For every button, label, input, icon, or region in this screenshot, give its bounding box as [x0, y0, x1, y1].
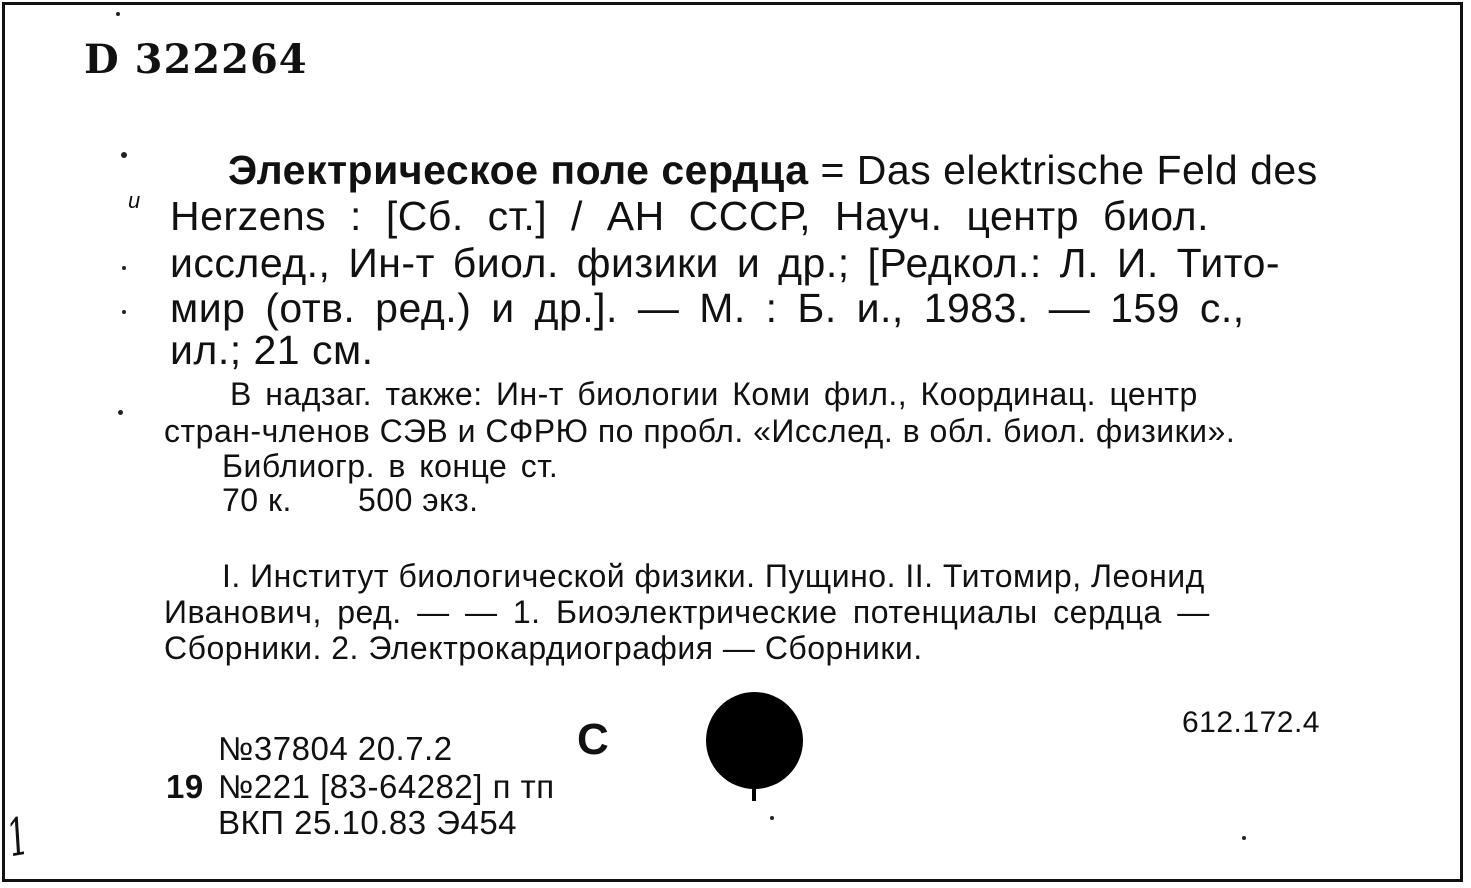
imprint-line-1: №37804 20.7.2 — [218, 730, 453, 767]
speck — [122, 310, 126, 314]
entry-title: Электрическое поле сердца — [228, 147, 809, 193]
imprint-year-prefix: 19 — [166, 768, 204, 805]
entry-parallel-title: = Das elektrische Feld des — [820, 147, 1318, 193]
tracing-line-2: Иванович, ред. — — 1. Биоэлектрические потенциалы сердца — — [164, 594, 1210, 630]
margin-scribble: и — [128, 188, 141, 213]
punch-dot-tail — [752, 785, 756, 801]
imprint-line-2: №221 [83-64282] п тп — [218, 768, 555, 805]
udc-number: 612.172.4 — [1182, 706, 1320, 739]
accession-number: D 322264 — [84, 36, 308, 83]
tracing-line-1: I. Институт биологической физики. Пущино. II. Титомир, Леонид — [222, 558, 1205, 594]
punch-dot — [706, 692, 803, 789]
speck — [770, 816, 774, 820]
entry-line-3: исслед., Ин-т биол. физики и др.; [Редкол.: Л. И. Тито- — [170, 240, 1281, 286]
pencil-mark: 1 — [5, 806, 30, 870]
speck — [1242, 836, 1246, 840]
entry-line-5: ил.; 21 см. — [170, 327, 374, 373]
entry-line-1 — [228, 147, 1318, 193]
speck — [116, 12, 120, 16]
entry-line-2: Herzens : [Сб. ст.] / АН СССР, Науч. центр биол. — [170, 193, 1209, 239]
catalog-letter: С — [577, 715, 609, 764]
speck — [118, 410, 123, 415]
tracing-line-3: Сборники. 2. Электрокардиография — Сборники. — [164, 630, 923, 666]
imprint-line-3: ВКП 25.10.83 Э454 — [218, 804, 518, 841]
note-line-1: В надзаг. также: Ин-т биологии Коми фил., Координац. центр — [230, 376, 1198, 412]
speck — [122, 266, 126, 270]
speck — [121, 152, 127, 158]
note-line-3: Библиогр. в конце ст. — [222, 448, 559, 484]
note-price: 70 к. — [222, 482, 292, 518]
entry-line-4: мир (отв. ред.) и др.]. — М. : Б. и., 1983. — 159 с., — [170, 285, 1245, 331]
note-copies: 500 экз. — [358, 482, 479, 518]
note-line-2: стран-членов СЭВ и СФРЮ по пробл. «Исслед. в обл. биол. физики». — [164, 413, 1236, 449]
